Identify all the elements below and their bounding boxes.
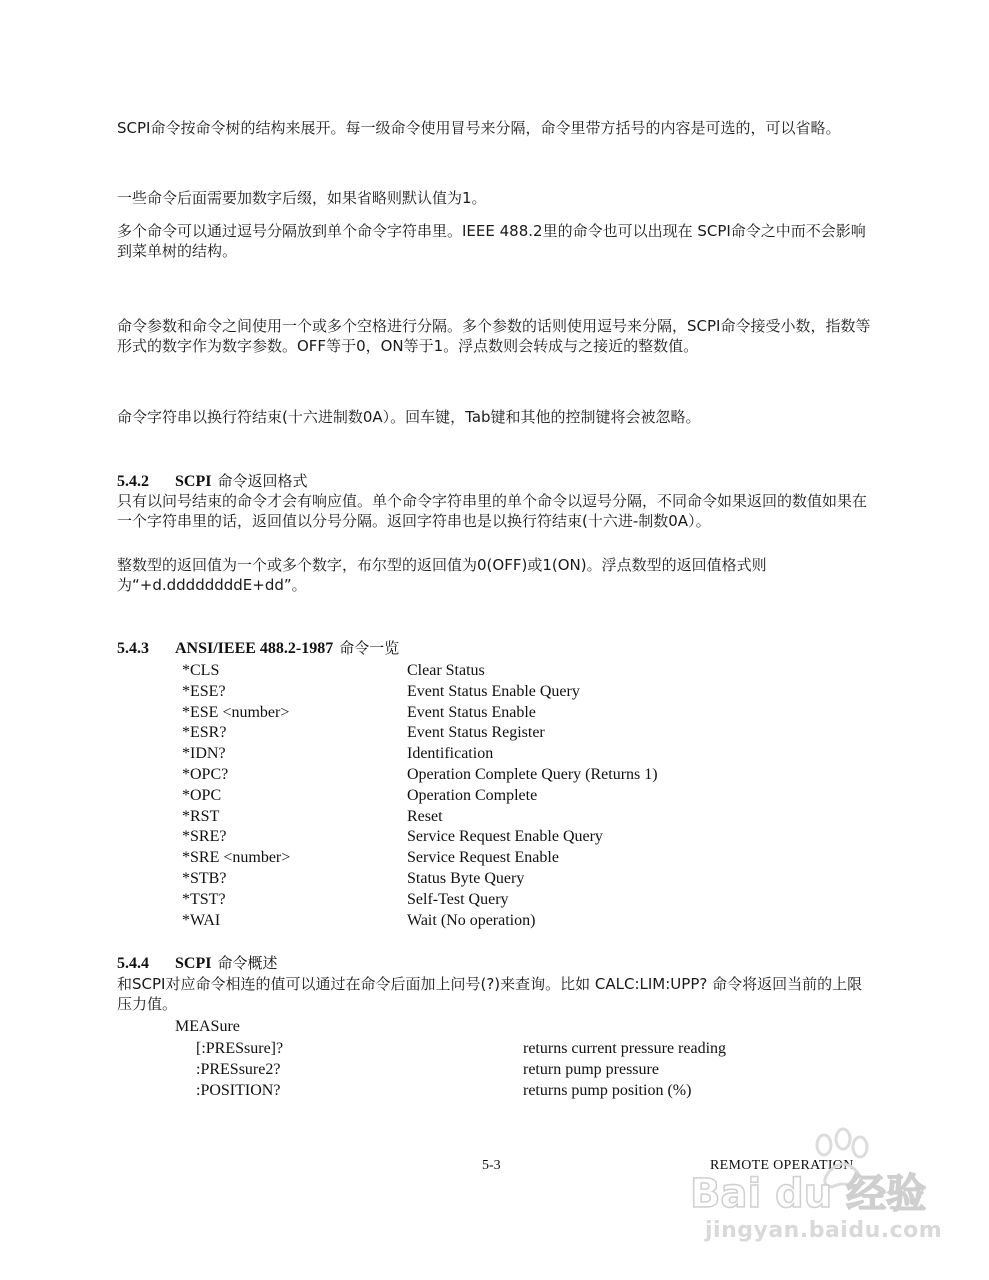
watermark-brand-text: Bai du 经验 [690, 1171, 927, 1217]
section-title-cn: 命令返回格式 [217, 472, 308, 490]
paragraph-return-values: 整数型的返回值为一个或多个数字，布尔型的返回值为0(OFF)或1(ON)。浮点数型的返回值格式则为“+d.ddddddddE+dd”。 [117, 556, 767, 594]
command-cell: *RST [182, 807, 220, 825]
table-row [182, 682, 658, 703]
section-title-cn: 命令概述 [217, 954, 278, 972]
command-cell: *SRE? [182, 828, 227, 846]
description-cell: Wait (No operation) [407, 911, 536, 929]
page-number: 5-3 [482, 1158, 501, 1173]
table-row [182, 765, 658, 786]
paragraph-command-tree: SCPI命令按命令树的结构来展开。每一级命令使用冒号来分隔，命令里带方括号的内容是可选的，可以省略。 [117, 119, 841, 137]
section-heading-5-4-3 [117, 638, 877, 659]
description-cell: Operation Complete [407, 786, 538, 804]
paragraph-query-overview: 和SCPI对应命令相连的值可以通过在命令后面加上问号(?)来查询。比如 CALC:LIM:UPP? 命令将返回当前的上限压力值。 [117, 975, 863, 1013]
footer-section-name: REMOTE OPERATION [710, 1158, 854, 1173]
description-cell: Clear Status [407, 662, 485, 679]
command-cell: :PRESsure2? [196, 1060, 281, 1078]
section-number: 5.4.2 [117, 473, 149, 490]
description-cell: Identification [407, 745, 494, 763]
description-cell: Event Status Enable Query [407, 682, 580, 700]
table-row [182, 744, 658, 765]
command-cell: *SRE <number> [182, 849, 291, 867]
table-row [182, 703, 658, 724]
section-title-cn: 命令一览 [339, 639, 400, 657]
table-row [182, 807, 658, 828]
baidu-watermark-logo [688, 1125, 927, 1220]
description-cell: returns current pressure reading [523, 1040, 727, 1057]
command-cell: *ESE? [182, 682, 226, 700]
command-cell: [:PRESsure]? [196, 1040, 284, 1057]
command-cell: :POSITION? [196, 1081, 281, 1099]
paragraph-multiple-commands: 多个命令可以通过逗号分隔放到单个命令字符串里。IEEE 488.2里的命令也可以出现在 SCPI命令之中而不会影响到菜单树的结构。 [117, 222, 866, 260]
table-row [182, 786, 658, 807]
measure-command-table [196, 1039, 726, 1101]
description-cell: Operation Complete Query (Returns 1) [407, 765, 658, 783]
watermark-domain: jingyan.baidu.com [705, 1218, 943, 1243]
description-cell: Event Status Enable [407, 703, 536, 721]
table-row [182, 869, 658, 890]
description-cell: Status Byte Query [407, 869, 525, 887]
paragraph-numeric-suffix: 一些命令后面需要加数字后缀，如果省略则默认值为1。 [117, 189, 487, 207]
section-title-en: SCPI [175, 955, 212, 972]
paragraph-response-format: 只有以问号结束的命令才会有响应值。单个命令字符串里的单个命令以逗号分隔，不同命令如果返回的数值如果在一个字符串里的话，返回值以分号分隔。返回字符串也是以换行符结束(十六进-制数0A）。 [117, 492, 868, 530]
section-number: 5.4.3 [117, 640, 149, 657]
ieee-command-table [182, 661, 658, 931]
paragraph-terminator: 命令字符串以换行符结束(十六进制数0A）。回车键，Tab键和其他的控制键将会被忽略。 [117, 408, 701, 426]
command-cell: *CLS [182, 662, 220, 679]
section-heading-5-4-2 [117, 471, 877, 492]
section-heading-5-4-4 [117, 953, 877, 974]
command-cell: *ESE <number> [182, 703, 290, 721]
description-cell: Service Request Enable Query [407, 828, 603, 846]
command-cell: *OPC? [182, 765, 229, 783]
description-cell: Self-Test Query [407, 890, 509, 908]
command-cell: *OPC [182, 786, 222, 804]
table-row [196, 1060, 726, 1081]
table-row [182, 661, 658, 682]
command-cell: *STB? [182, 869, 227, 887]
paragraph-parameters: 命令参数和命令之间使用一个或多个空格进行分隔。多个参数的话则使用逗号来分隔，SCPI命令接受小数，指数等形式的数字作为数字参数。OFF等于0，ON等于1。浮点数则会转成与之接近的整数值。 [117, 317, 871, 355]
description-cell: returns pump position (%) [523, 1081, 692, 1099]
table-row [182, 890, 658, 911]
table-row [196, 1039, 726, 1060]
table-row [182, 911, 658, 932]
description-cell: Service Request Enable [407, 849, 559, 867]
description-cell: Event Status Register [407, 724, 545, 742]
section-title-en: ANSI/IEEE 488.2-1987 [175, 640, 334, 657]
command-cell: *IDN? [182, 745, 226, 763]
section-title-en: SCPI [175, 473, 212, 490]
description-cell: Reset [407, 807, 443, 825]
command-cell: *WAI [182, 911, 221, 929]
command-cell: *ESR? [182, 724, 227, 742]
description-cell: return pump pressure [523, 1060, 659, 1078]
table-row [182, 827, 658, 848]
table-row [182, 723, 658, 744]
measure-root-command: MEASure [175, 1018, 240, 1035]
section-number: 5.4.4 [117, 955, 149, 972]
table-row [196, 1081, 726, 1102]
table-row [182, 848, 658, 869]
command-cell: *TST? [182, 890, 226, 908]
